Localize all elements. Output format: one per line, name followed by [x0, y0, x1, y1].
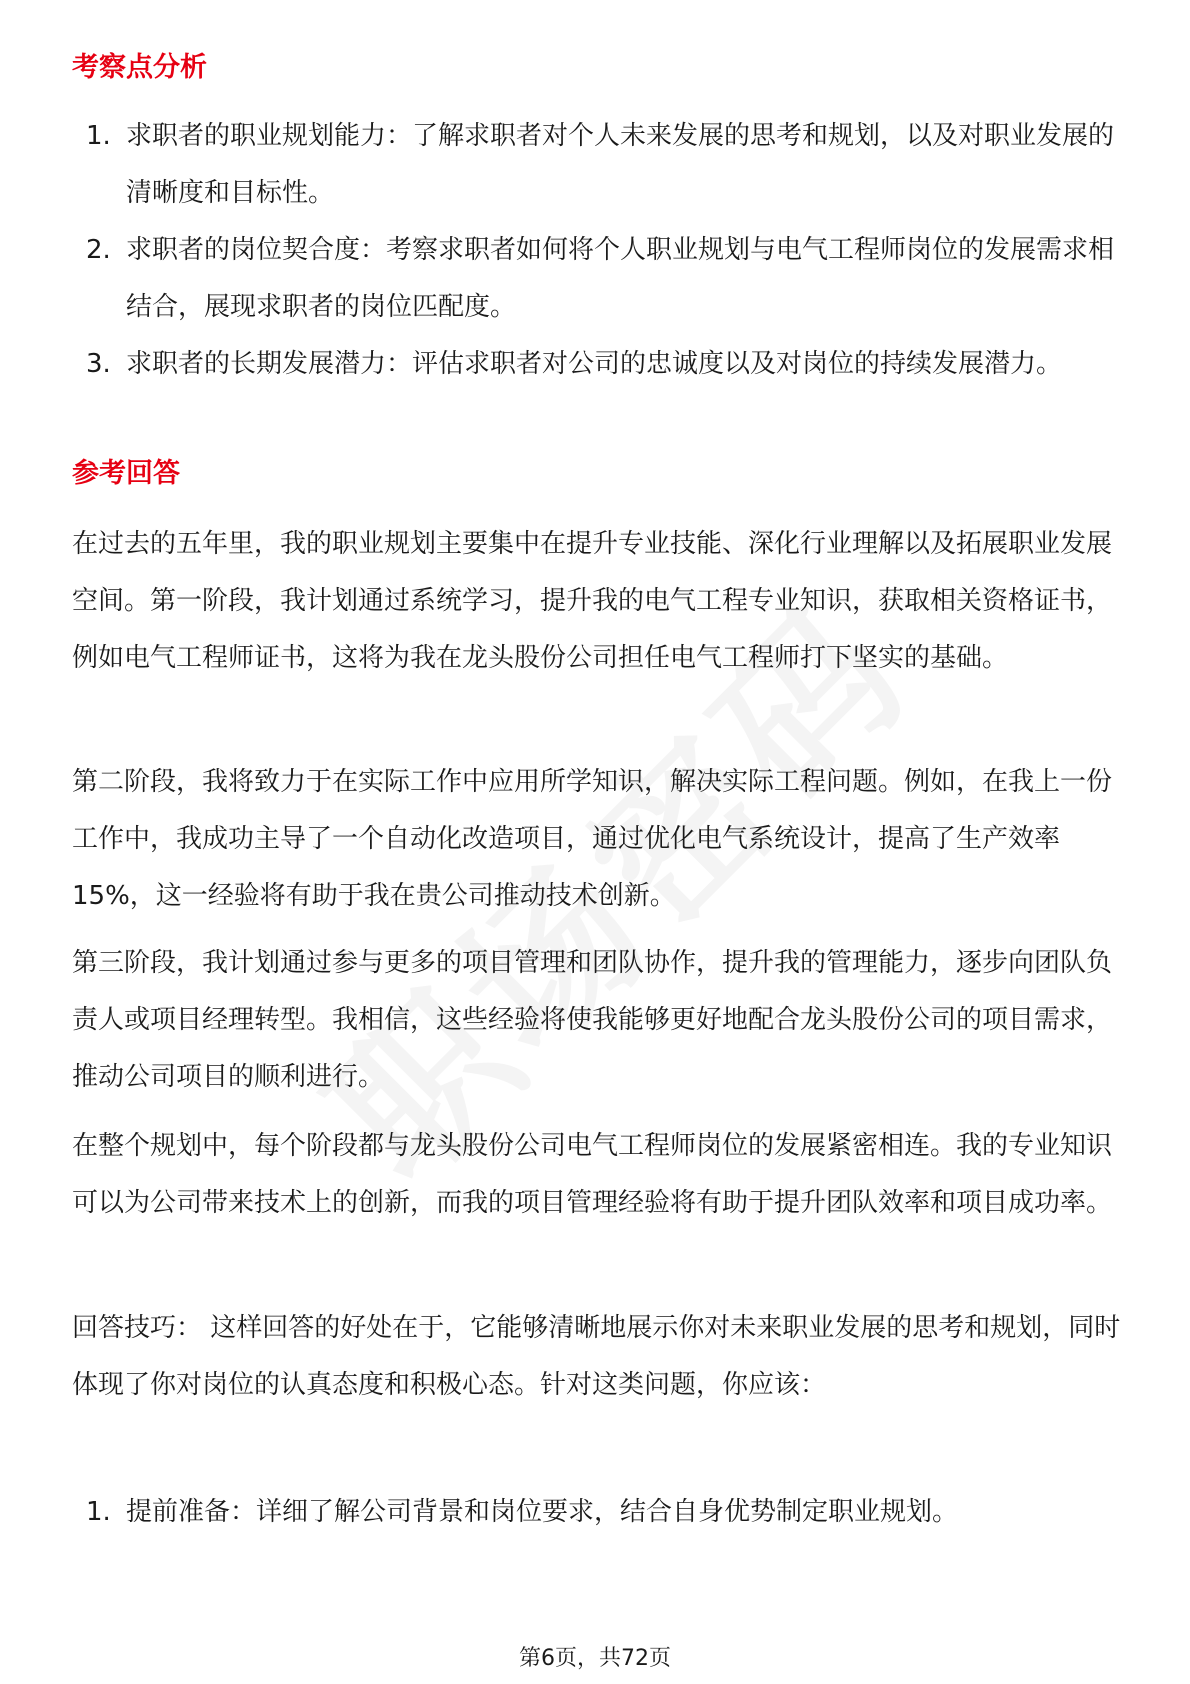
analysis-list: [72, 108, 1132, 393]
answer-paragraph-3: 第三阶段，我计划通过参与更多的项目管理和团队协作，提升我的管理能力，逐步向团队负责人或项目经理转型。我相信，这些经验将使我能够更好地配合龙头股份公司的项目需求，推动公司项目的顺利进行。: [72, 948, 1113, 1092]
answer-paragraph-1: 在过去的五年里，我的职业规划主要集中在提升专业技能、深化行业理解以及拓展职业发展空间。第一阶段，我计划通过系统学习，提升我的电气工程专业知识，获取相关资格证书，例如电气工程师证书，这将为我在龙头股份公司担任电气工程师打下坚实的基础。: [72, 529, 1113, 673]
answer-paragraph-2: 第二阶段，我将致力于在实际工作中应用所学知识，解决实际工程问题。例如，在我上一份工作中，我成功主导了一个自动化改造项目，通过优化电气系统设计，提高了生产效率15%，这一经验将有助于我在贵公司推动技术创新。: [72, 767, 1113, 911]
list-item: [72, 222, 1132, 336]
answer-tips-intro: 回答技巧： 这样回答的好处在于，它能够清晰地展示你对未来职业发展的思考和规划，同时体现了你对岗位的认真态度和积极心态。针对这类问题，你应该：: [72, 1313, 1121, 1400]
tips-list: [72, 1484, 1132, 1541]
list-item: [72, 1484, 1132, 1541]
list-text: 求职者的岗位契合度：考察求职者如何将个人职业规划与电气工程师岗位的发展需求相结合，展现求职者的岗位匹配度。: [126, 235, 1115, 322]
list-text: 提前准备：详细了解公司背景和岗位要求，结合自身优势制定职业规划。: [126, 1497, 959, 1527]
list-number: 1.: [86, 1497, 111, 1527]
answer-paragraph-4: 在整个规划中，每个阶段都与龙头股份公司电气工程师岗位的发展紧密相连。我的专业知识可以为公司带来技术上的创新，而我的项目管理经验将有助于提升团队效率和项目成功率。: [72, 1131, 1113, 1218]
page-number-footer: 第6页，共72页: [519, 1646, 671, 1671]
list-text: 求职者的长期发展潜力：评估求职者对公司的忠诚度以及对岗位的持续发展潜力。: [126, 349, 1063, 379]
list-item: [72, 336, 1132, 393]
list-number: 1.: [86, 121, 111, 151]
list-number: 3.: [86, 349, 111, 379]
list-number: 2.: [86, 235, 111, 265]
list-text: 求职者的职业规划能力：了解求职者对个人未来发展的思考和规划，以及对职业发展的清晰度和目标性。: [126, 121, 1115, 208]
list-item: [72, 108, 1132, 222]
section-title-analysis: 考察点分析: [72, 52, 207, 83]
section-title-answer: 参考回答: [72, 458, 180, 489]
